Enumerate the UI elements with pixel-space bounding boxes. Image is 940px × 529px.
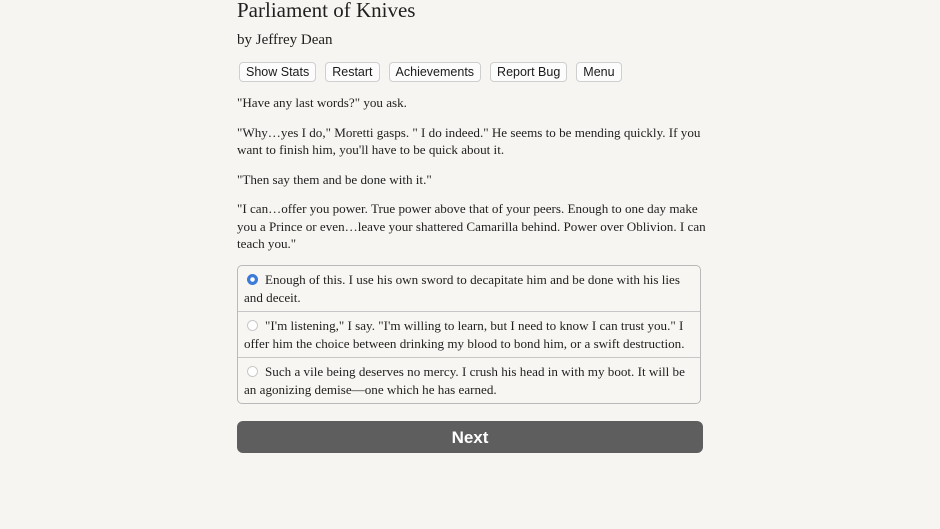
toolbar: [239, 62, 622, 82]
choice-option-3[interactable]: [238, 357, 700, 403]
choice-list: [237, 265, 701, 404]
radio-button-icon[interactable]: [247, 366, 258, 377]
report-bug-button[interactable]: Report Bug: [490, 62, 567, 82]
menu-button[interactable]: Menu: [576, 62, 621, 82]
radio-button-icon[interactable]: [247, 320, 258, 331]
achievements-button[interactable]: Achievements: [389, 62, 482, 82]
story-text: [237, 94, 707, 265]
choice-label: Enough of this. I use his own sword to decapitate him and be done with his lies and deceit.: [244, 272, 680, 305]
radio-button-icon[interactable]: [247, 274, 258, 285]
game-author: by Jeffrey Dean: [237, 32, 333, 48]
story-paragraph: "I can…offer you power. True power above that of your peers. Enough to one day make you a Prince or even…leave your shattered Camarilla behind. Power over Oblivion. I can teach you.": [237, 201, 706, 251]
choice-label: "I'm listening," I say. "I'm willing to learn, but I need to know I can trust you." I offer him the choice between drinking my blood to bond him, or a swift destruction.: [244, 318, 685, 351]
story-paragraph: "Then say them and be done with it.": [237, 171, 432, 187]
show-stats-button[interactable]: Show Stats: [239, 62, 316, 82]
story-paragraph: "Have any last words?" you ask.: [237, 95, 407, 110]
choice-option-1[interactable]: [238, 266, 700, 311]
choice-label: Such a vile being deserves no mercy. I crush his head in with my boot. It will be an agonizing demise—one which he has earned.: [244, 364, 685, 397]
choice-option-2[interactable]: [238, 311, 700, 357]
game-title: Parliament of Knives: [237, 0, 416, 22]
next-button[interactable]: Next: [237, 421, 703, 453]
story-paragraph: "Why…yes I do," Moretti gasps. " I do indeed." He seems to be mending quickly. If you want to finish him, you'll have to be quick about it.: [237, 124, 701, 157]
restart-button[interactable]: Restart: [325, 62, 379, 82]
